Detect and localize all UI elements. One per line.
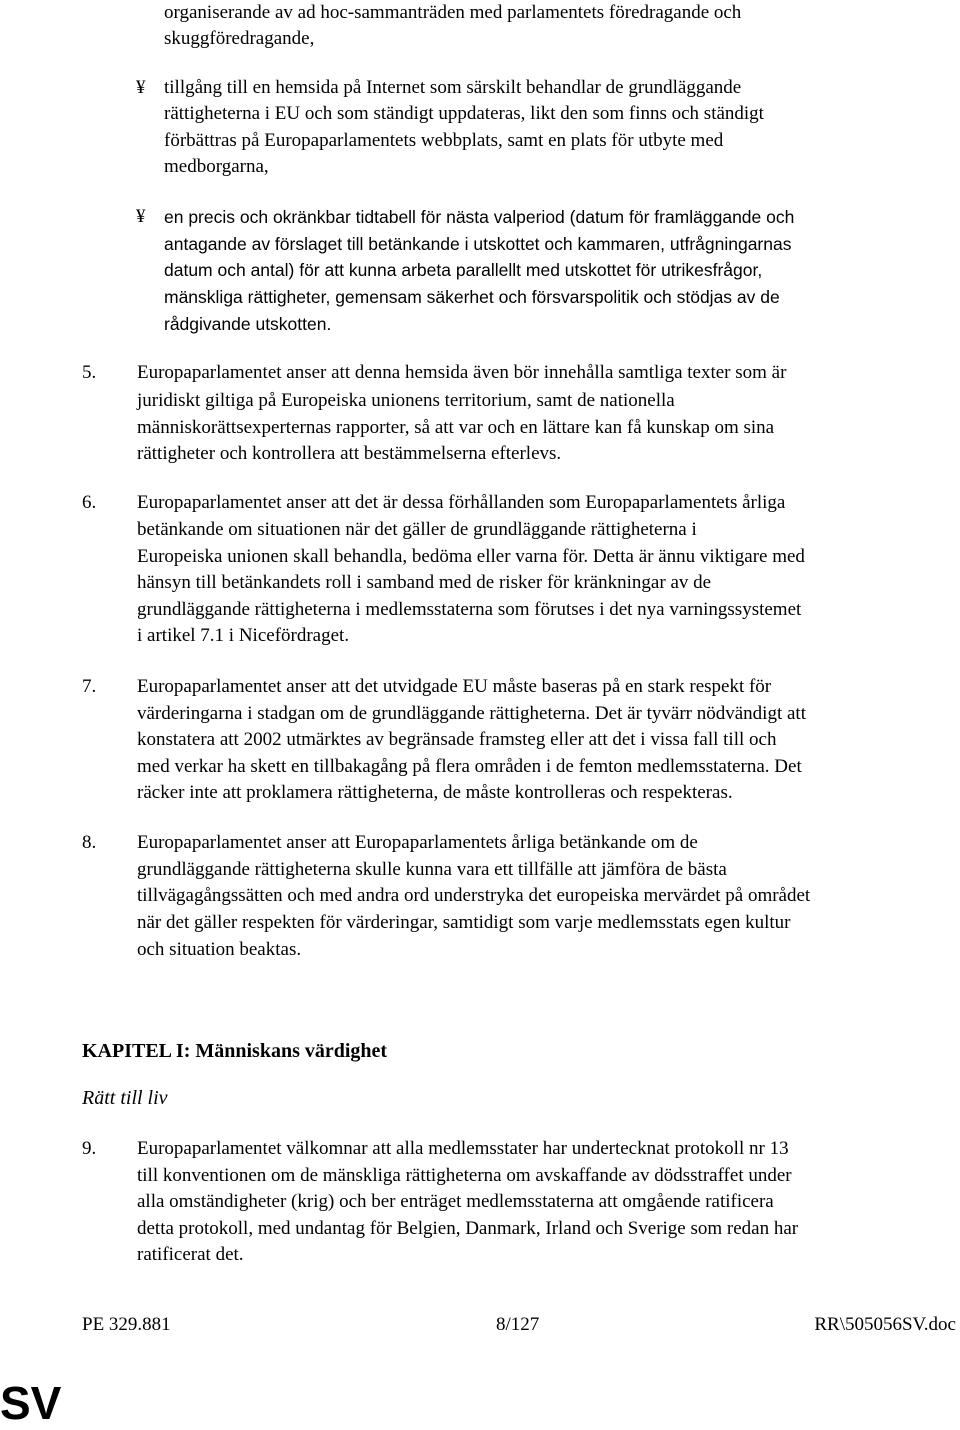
paragraph-line: Europaparlamentet anser att det utvidgade EU måste baseras på en stark respekt för [137, 676, 772, 697]
bullet-line: mänskliga rättigheter, gemensam säkerhet och försvarspolitik och stödjas av de [164, 287, 780, 307]
paragraph-line: grundläggande rättigheterna i medlemsstaterna som förutses i det nya varningssystemet [137, 599, 802, 620]
chapter-heading: KAPITEL I: Människans värdighet [82, 1040, 388, 1062]
bullet-line: rättigheterna i EU och som ständigt uppdateras, likt den som finns och ständigt [164, 103, 764, 124]
paragraph-number: 7. [82, 676, 97, 697]
paragraph-line: värderingarna i stadgan om de grundläggande rättigheterna. Det är tyvärr nödvändigt att [137, 703, 806, 724]
bullet-line: förbättras på Europaparlamentets webbplats, samt en plats för utbyte med [164, 130, 724, 151]
language-code: SV [0, 1377, 62, 1429]
footer-page-number: 8/127 [496, 1314, 540, 1335]
fragment-line: skuggföredragande, [164, 28, 315, 49]
paragraph-line: alla omständigheter (krig) och ber enträget medlemsstaterna att omgående ratificera [137, 1191, 774, 1212]
paragraph-line: med verkar ha skett en tillbakagång på flera områden i de femton medlemsstaterna. Det [137, 756, 802, 777]
bullet-marker: ¥ [136, 77, 146, 98]
paragraph-line: grundläggande rättigheterna skulle kunna vara ett tillfälle att jämföra de bästa [137, 859, 727, 880]
paragraph-line: när det gäller respekten för värderingar, samtidigt som varje medlemsstats egen kultur [137, 912, 791, 933]
bullet-line: datum och antal) för att kunna arbeta parallellt med utskottet för utrikesfrågor, [164, 260, 763, 280]
paragraph-line: Europaparlamentet anser att Europaparlamentets årliga betänkande om de [137, 832, 698, 853]
section-subheading: Rätt till liv [82, 1087, 168, 1109]
paragraph-line: hänsyn till betänkandets roll i samband med de risker för kränkningar av de [137, 572, 712, 593]
paragraph-line: tillvägagångssätten och med andra ord understryka det europeiska mervärdet på området [137, 885, 811, 906]
paragraph-line: betänkande om situationen när det gäller de grundläggande rättigheterna i [137, 519, 697, 540]
bullet-line: rådgivande utskotten. [164, 314, 332, 334]
fragment-line: organiserande av ad hoc-sammanträden med parlamentets föredragande och [164, 2, 742, 23]
bullet-line: tillgång till en hemsida på Internet som särskilt behandlar de grundläggande [164, 77, 742, 98]
paragraph-line: ratificerat det. [137, 1244, 244, 1265]
footer-reference: PE 329.881 [82, 1314, 171, 1335]
paragraph-line: konstatera att 2002 utmärktes av begränsade framsteg eller att det i vissa fall till och [137, 729, 777, 750]
bullet-line: medborgarna, [164, 156, 269, 177]
paragraph-line: och situation beaktas. [137, 939, 302, 960]
paragraph-line: Europaparlamentet anser att det är dessa förhållanden som Europaparlamentets årliga [137, 492, 786, 513]
bullet-line: en precis och okränkbar tidtabell för nästa valperiod (datum för framläggande och [164, 207, 795, 227]
paragraph-line: Europeiska unionen skall behandla, bedöma eller varna för. Detta är ännu viktigare med [137, 546, 805, 567]
paragraph-number: 8. [82, 832, 97, 853]
paragraph-line: räcker inte att proklamera rättigheterna, de måste kontrolleras och respekteras. [137, 782, 733, 803]
paragraph-number: 6. [82, 492, 97, 513]
paragraph-number: 9. [82, 1138, 97, 1159]
bullet-line: antagande av förslaget till betänkande i utskottet och kammaren, utfrågningarnas [164, 234, 792, 254]
paragraph-number: 5. [82, 362, 97, 383]
paragraph-line: människorättsexperternas rapporter, så att var och en lättare kan få kunskap om sina [137, 417, 775, 438]
paragraph-line: Europaparlamentet välkomnar att alla medlemsstater har undertecknat protokoll nr 13 [137, 1138, 789, 1159]
paragraph-line: till konventionen om de mänskliga rättigheterna om avskaffande av dödsstraffet under [137, 1165, 792, 1186]
paragraph-line: rättigheter och kontrollera att bestämmelserna efterlevs. [137, 443, 562, 464]
bullet-marker: ¥ [136, 206, 146, 227]
paragraph-line: Europaparlamentet anser att denna hemsida även bör innehålla samtliga texter som är [137, 362, 787, 383]
footer-filename: RR\505056SV.doc [814, 1314, 956, 1335]
paragraph-line: juridiskt giltiga på Europeiska unionens territorium, samt de nationella [137, 390, 675, 411]
paragraph-line: i artikel 7.1 i Nicefördraget. [137, 625, 350, 646]
paragraph-line: detta protokoll, med undantag för Belgien, Danmark, Irland och Sverige som redan har [137, 1218, 799, 1239]
